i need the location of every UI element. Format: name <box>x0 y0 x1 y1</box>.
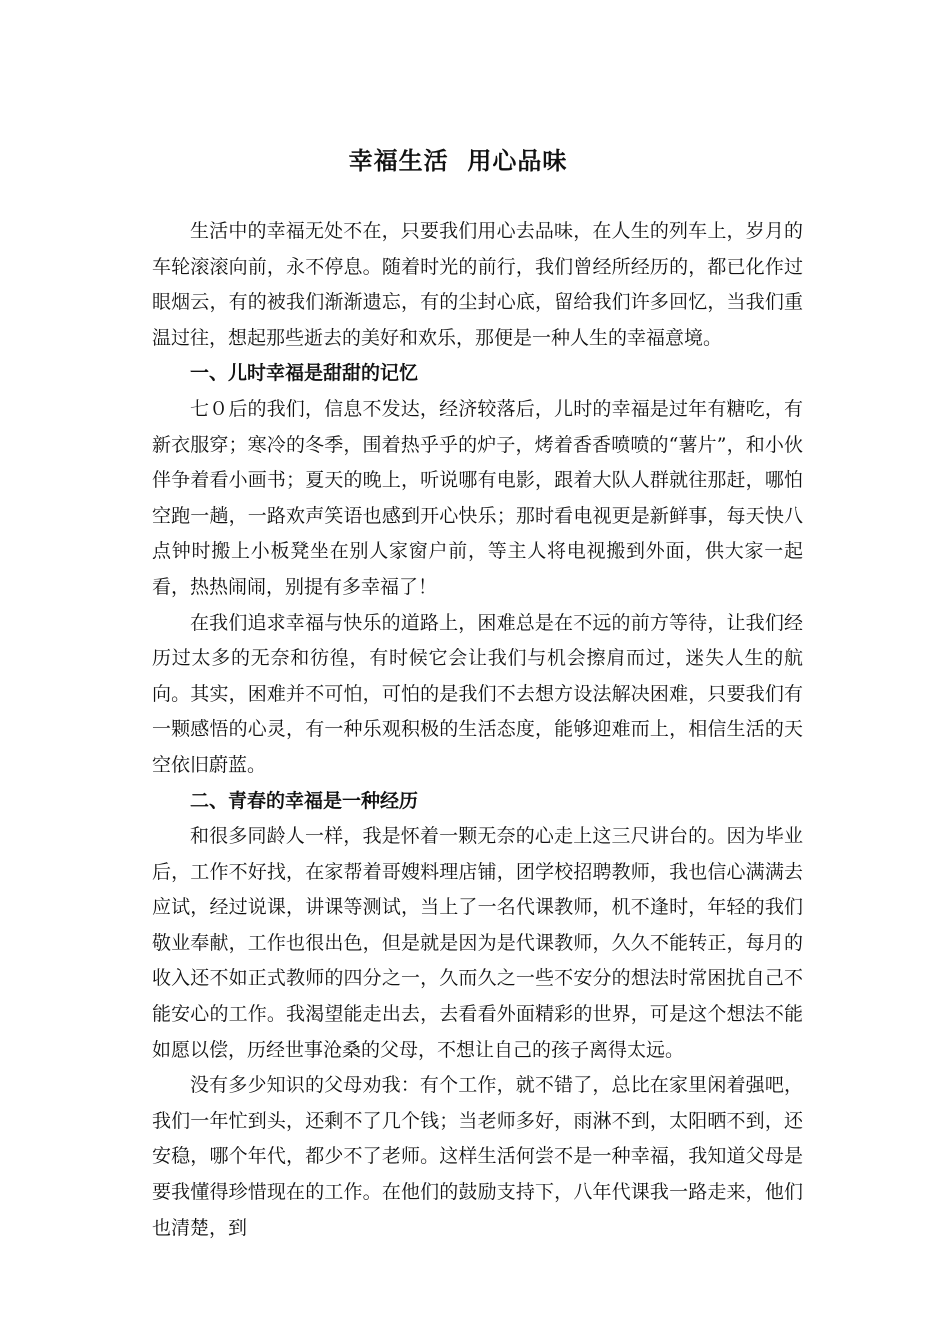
document-body <box>152 214 803 1246</box>
intro-paragraph: 生活中的幸福无处不在，只要我们用心去品味，在人生的列车上，岁月的车轮滚滚向前，永不停息。随着时光的前行，我们曾经所经历的，都已化作过眼烟云，有的被我们渐渐遗忘，有的尘封心底，留给我们许多回忆，当我们重温过往，想起那些逝去的美好和欢乐，那便是一种人生的幸福意境。 <box>152 220 803 349</box>
difficulty-paragraph: 在我们追求幸福与快乐的道路上，困难总是在不远的前方等待，让我们经历过太多的无奈和彷徨，有时候它会让我们与机会擦肩而过，迷失人生的航向。其实，困难并不可怕，可怕的是我们不去想方设法解决困难，只要我们有一颗感悟的心灵，有一种乐观积极的生活态度，能够迎难而上，相信生活的天空依旧蔚蓝。 <box>152 611 803 776</box>
section-heading-youth: 二、青春的幸福是一种经历 <box>190 789 419 812</box>
childhood-paragraph: 七０后的我们，信息不发达，经济较落后，儿时的幸福是过年有糖吃，有新衣服穿；寒冷的冬季，围着热乎乎的炉子，烤着香香喷喷的“薯片”，和小伙伴争着看小画书；夏天的晚上，听说哪有电影，跟着大队人群就往那赶，哪怕空跑一趟，一路欢声笑语也感到开心快乐；那时看电视更是新鲜事，每天快八点钟时搬上小板凳坐在别人家窗户前，等主人将电视搬到外面，供大家一起看，热热闹闹，别提有多幸福了！ <box>152 397 803 598</box>
parents-paragraph: 没有多少知识的父母劝我：有个工作，就不错了，总比在家里闲着强吧，我们一年忙到头，还剩不了几个钱；当老师多好，雨淋不到，太阳晒不到，还安稳，哪个年代，都少不了老师。这样生活何尝不是一种幸福，我知道父母是要我懂得珍惜现在的工作。在他们的鼓励支持下，八年代课我一路走来，他们也清楚，到 <box>152 1074 803 1239</box>
document-title: 幸福生活 用心品味 <box>348 147 568 175</box>
youth-paragraph: 和很多同龄人一样，我是怀着一颗无奈的心走上这三尺讲台的。因为毕业后，工作不好找，在家帮着哥嫂料理店铺，团学校招聘教师，我也信心满满去应试，经过说课，讲课等测试，当上了一名代课教师，机不逢时，年轻的我们敬业奉献，工作也很出色，但是就是因为是代课教师，久久不能转正，每月的收入还不如正式教师的四分之一，久而久之一些不安分的想法时常困扰自己不能安心的工作。我渴望能走出去，去看看外面精彩的世界，可是这个想法不能如愿以偿，历经世事沧桑的父母，不想让自己的孩子离得太远。 <box>152 825 803 1061</box>
section-heading-childhood: 一、儿时幸福是甜甜的记忆 <box>190 362 419 385</box>
